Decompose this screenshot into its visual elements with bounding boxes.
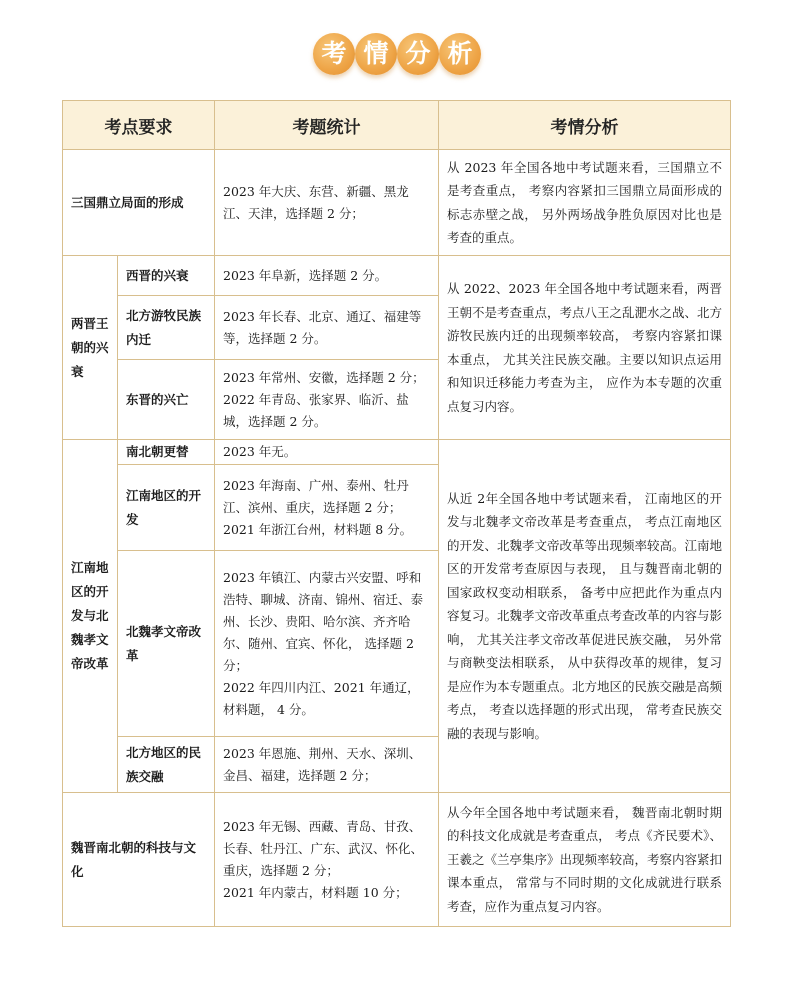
- stat-cell: [215, 440, 439, 465]
- table-row: [63, 793, 731, 927]
- stat-text: 2023 年大庆、东营、新疆、黑龙江、天津，选择题 2 分；: [223, 183, 409, 221]
- topic-cell: 三国鼎立局面的形成: [63, 150, 215, 256]
- subtopic-cell: 西晋的兴衰: [118, 256, 215, 296]
- stat-text: 2022 年四川内江、2021 年通辽，材料题， 4 分。: [223, 679, 420, 717]
- subtopic-cell: 江南地区的开发: [118, 465, 215, 551]
- stat-text: 2021 年内蒙古，材料题 10 分；: [223, 884, 408, 900]
- topic-cell: 魏晋南北朝的科技与文化: [63, 793, 215, 927]
- stat-cell: [215, 737, 439, 793]
- stat-text: 2023 年阜新，选择题 2 分。: [223, 267, 388, 283]
- topic-cell: 两晋王朝的兴衰: [63, 256, 118, 440]
- stat-cell: [215, 465, 439, 551]
- subtopic-cell: 北方地区的民族交融: [118, 737, 215, 793]
- analysis-cell: 从 2022、2023 年全国各地中考试题来看，两晋王朝不是考查重点，考点八王之乱淝水之战、北方游牧民族内迁的出现频率较高， 考察内容紧扣课本重点， 尤其关注民族交融。主要以知识点运用和知识迁移能力考查为主， 应作为本专题的次重点复习内容。: [439, 256, 731, 440]
- header-analysis: 考情分析: [439, 101, 731, 150]
- stat-text: 2023 年长春、北京、通辽、福建等等，选择题 2 分。: [223, 308, 422, 346]
- stat-cell: [215, 551, 439, 737]
- stat-text: 2023 年镇江、内蒙古兴安盟、呼和浩特、聊城、济南、锦州、宿迁、泰州、长沙、贵阳、哈尔滨、齐齐哈尔、随州、宜宾、怀化， 选择题 2 分；: [223, 569, 424, 673]
- stat-cell: [215, 793, 439, 927]
- badge-char: 情: [355, 33, 397, 75]
- badge-char: 析: [439, 33, 481, 75]
- subtopic-cell: 北方游牧民族内迁: [118, 296, 215, 360]
- header-statistics: 考题统计: [215, 101, 439, 150]
- topic-cell: 江南地区的开发与北魏孝文帝改革: [63, 440, 118, 793]
- table-row: [63, 256, 731, 296]
- stat-cell: [215, 256, 439, 296]
- title-badge: [313, 33, 481, 77]
- stat-text: 2023 年恩施、荆州、天水、深圳、金昌、福建，选择题 2 分；: [223, 745, 422, 783]
- subtopic-cell: 北魏孝文帝改革: [118, 551, 215, 737]
- stat-text: 2023 年常州、安徽，选择题 2 分；: [223, 369, 425, 385]
- stat-text: 2023 年无。: [223, 444, 297, 459]
- stat-cell: [215, 296, 439, 360]
- stat-text: 2023 年海南、广州、泰州、牡丹江、滨州、重庆，选择题 2 分；: [223, 477, 409, 515]
- analysis-cell: 从今年全国各地中考试题来看， 魏晋南北朝时期的科技文化成就是考查重点， 考点《齐民要术》、王羲之《兰亭集序》出现频率较高，考察内容紧扣课本重点， 常常与不同时期的文化成就进行联系考查，应作为重点复习内容。: [439, 793, 731, 927]
- stat-text: 2022 年青岛、张家界、临沂、盐城，选择题 2 分。: [223, 391, 409, 429]
- header-requirement: 考点要求: [63, 101, 215, 150]
- stat-text: 2023 年无锡、西藏、青岛、甘孜、长春、牡丹江、广东、武汉、怀化、重庆，选择题 2 分；: [223, 818, 424, 878]
- table-row: [63, 150, 731, 256]
- subtopic-cell: 南北朝更替: [118, 440, 215, 465]
- badge-char: 分: [397, 33, 439, 75]
- header-row: [63, 101, 731, 150]
- analysis-cell: 从 2023 年全国各地中考试题来看，三国鼎立不是考查重点， 考察内容紧扣三国鼎立局面形成的标志赤壁之战， 另外两场战争胜负原因对比也是考查的重点。: [439, 150, 731, 256]
- analysis-cell: 从近 2年全国各地中考试题来看， 江南地区的开发与北魏孝文帝改革是考查重点， 考点江南地区的开发、北魏孝文帝改革等出现频率较高。江南地区的开发常考查原因与表现， 且与魏晋南北朝的国家政权变动相联系， 备考中应把此作为重点内容复习。北魏孝文帝改革重点考查改革的内容与影响， 尤其关注孝文帝改革促进民族交融， 另外常与商鞅变法相联系， 从中获得改革的规律，复习是应作为本专题重点。北方地区的民族交融是高频考点， 考查以选择题的形式出现， 常考查民族交融的表现与影响。: [439, 440, 731, 793]
- stat-text: 2021 年浙江台州，材料题 8 分。: [223, 521, 413, 537]
- stat-cell: [215, 150, 439, 256]
- exam-analysis-table: [62, 100, 731, 927]
- stat-cell: [215, 360, 439, 440]
- subtopic-cell: 东晋的兴亡: [118, 360, 215, 440]
- table-row: [63, 440, 731, 465]
- badge-char: 考: [313, 33, 355, 75]
